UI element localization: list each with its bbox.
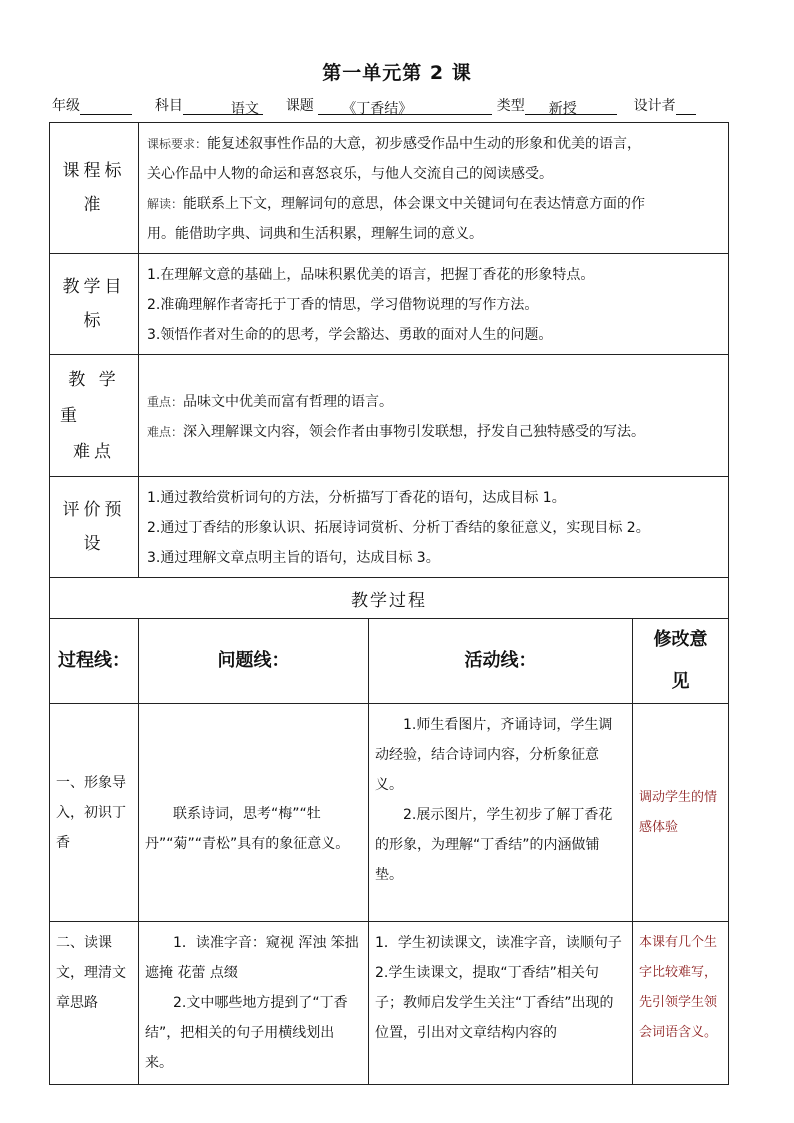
goal-item: 1.在理解文意的基础上，品味积累优美的语言，把握丁香花的形象特点。 <box>147 267 595 283</box>
assessment-label <box>50 477 139 578</box>
assessment-item: 3.通过理解文章点明主旨的语句，达成目标 3。 <box>147 550 440 566</box>
focus-content <box>139 355 729 477</box>
step-stage: 一、形象导入，初识丁香 <box>50 704 139 922</box>
goal-item: 3.领悟作者对生命的的思考，学会豁达、勇敢的面对人生的问题。 <box>147 327 553 343</box>
step-question-item: 2.文中哪些地方提到了“丁香结”，把相关的句子用横线划出来。 <box>145 995 348 1071</box>
assessment-item: 2.通过丁香结的形象认识、拓展诗词赏析、分析丁香结的象征意义，实现目标 2。 <box>147 520 650 536</box>
step-question <box>139 922 369 1085</box>
type-blank-after <box>577 98 617 115</box>
goals-content <box>139 254 729 355</box>
process-header-row <box>50 619 729 704</box>
lesson-plan-table <box>49 122 729 1085</box>
topic-value: 《丁香结》 <box>342 98 416 115</box>
focus-label-line2: 重 <box>60 405 81 426</box>
lesson-meta <box>52 95 752 115</box>
step-remark: 调动学生的情感体验 <box>633 704 729 922</box>
topic-blank-after <box>416 98 492 115</box>
step-stage: 二、读课文，理清文章思路 <box>50 922 139 1085</box>
step-activity <box>369 922 633 1085</box>
grade-label: 年级 <box>52 98 80 114</box>
subject-blank <box>183 98 227 115</box>
subject-value: 语文 <box>227 98 263 115</box>
interpretation-text: 能联系上下文，理解词句的意思，体会课文中关键词句在表达情意方面的作 <box>183 196 646 212</box>
assessment-content <box>139 477 729 578</box>
header-process-line: 过程线： <box>50 619 139 704</box>
process-step-row <box>50 922 729 1085</box>
topic-blank-before <box>318 98 342 115</box>
goal-item: 2.准确理解作者寄托于丁香的情思，学习借物说理的写作方法。 <box>147 297 539 313</box>
assessment-label-line1: 评价预 <box>62 500 126 520</box>
process-step-row <box>50 704 729 922</box>
step-activity-item: 1．学生初读课文，读准字音，读顺句子 <box>375 935 622 951</box>
interpretation-text-2: 用。能借助字典、词典和生活积累，理解生词的意义。 <box>147 226 483 242</box>
assessment-label-line2: 设 <box>83 534 105 554</box>
header-activity-line: 活动线： <box>369 619 633 704</box>
page-title: 第一单元第 2 课 <box>322 62 472 84</box>
goals-label-line1: 教学目 <box>62 277 126 297</box>
designer-label: 设计者 <box>633 98 676 114</box>
goals-label <box>50 254 139 355</box>
type-label: 类型 <box>496 98 525 114</box>
type-blank-before <box>525 98 549 115</box>
interpretation-key: 解读： <box>147 197 184 211</box>
step-remark: 本课有几个生字比较难写，先引领学生领会词语含义。 <box>633 922 729 1085</box>
subject-label: 科目 <box>154 98 183 114</box>
key-point-key: 重点： <box>147 394 184 409</box>
standard-content <box>139 123 729 254</box>
step-activity-item: 1.师生看图片，齐诵诗词，学生调动经验，结合诗词内容，分析象征意义。 <box>375 717 613 793</box>
assessment-item: 1.通过教给赏析词句的方法，分析描写丁香花的语句，达成目标 1。 <box>147 490 566 506</box>
standard-label-line1: 课程标 <box>62 161 126 181</box>
type-value: 新授 <box>549 98 577 115</box>
focus-label-line1: 教 学 <box>68 369 120 390</box>
requirement-text-2: 关心作品中人物的命运和喜怒哀乐，与他人交流自己的阅读感受。 <box>147 166 553 182</box>
process-section-title: 教学过程 <box>50 578 729 619</box>
difficulty-text: 深入理解课文内容，领会作者由事物引发联想，抒发自己独特感受的写法。 <box>183 423 646 440</box>
row-course-standard <box>50 123 729 254</box>
row-key-difficult <box>50 355 729 477</box>
step-question-item: 1．读准字音：窥视 浑浊 笨拙 遮掩 花蕾 点缀 <box>145 935 359 981</box>
focus-label <box>50 355 139 477</box>
row-process-section <box>50 578 729 619</box>
requirement-key: 课标要求： <box>147 137 208 151</box>
difficulty-key: 难点： <box>147 424 184 439</box>
requirement-text: 能复述叙事性作品的大意，初步感受作品中生动的形象和优美的语言， <box>207 136 642 152</box>
goals-label-line2: 标 <box>83 311 105 331</box>
header-revision: 修改意见 <box>633 619 729 704</box>
grade-blank <box>80 98 132 115</box>
topic-label: 课题 <box>285 98 314 114</box>
header-question-line: 问题线： <box>139 619 369 704</box>
standard-label <box>50 123 139 254</box>
row-teaching-goals <box>50 254 729 355</box>
focus-label-line3: 难点 <box>73 441 115 462</box>
step-activity-item: 2.展示图片，学生初步了解丁香花的形象，为理解“丁香结”的内涵做铺垫。 <box>375 807 613 883</box>
designer-blank <box>676 98 696 115</box>
key-point-text: 品味文中优美而富有哲理的语言。 <box>183 393 394 410</box>
standard-label-line2: 准 <box>83 195 105 215</box>
step-question: 联系诗词，思考“梅”“牡丹”“菊”“青松”具有的象征意义。 <box>139 704 369 922</box>
step-activity-item: 2.学生读课文，提取“丁香结”相关句子；教师启发学生关注“丁香结”出现的位置，引出对文章结构内容的 <box>375 965 614 1041</box>
row-assessment <box>50 477 729 578</box>
step-activity <box>369 704 633 922</box>
